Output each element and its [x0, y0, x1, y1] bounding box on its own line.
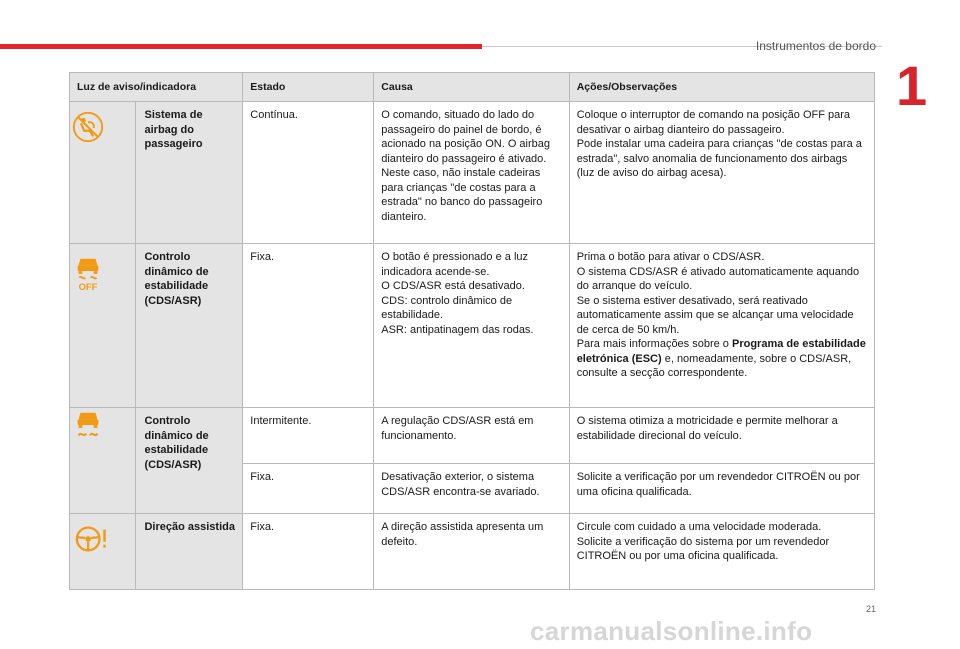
page-number: 21 — [865, 604, 876, 614]
airbag-off-icon — [71, 110, 105, 144]
header-cause: Causa — [374, 73, 569, 102]
cause-text: A regulação CDS/ASR está em funcionamento. — [374, 408, 569, 464]
cause-text: A direção assistida apresenta um defeito. — [374, 514, 569, 590]
state-text: Fixa. — [243, 244, 374, 408]
off-label: OFF — [78, 281, 98, 292]
action-text: Solicite a verificação por um revendedor CITROËN ou por uma oficina qualificada. — [569, 464, 874, 514]
cds-asr-skid-icon — [71, 409, 105, 443]
header-accent-bar — [0, 44, 482, 49]
header-warning-light: Luz de aviso/indicadora — [70, 73, 243, 102]
cause-text: Desativação exterior, o sistema CDS/ASR encontra-se avariado. — [374, 464, 569, 514]
state-text: Fixa. — [243, 464, 374, 514]
header-actions: Ações/Observações — [569, 73, 874, 102]
state-text: Contínua. — [243, 102, 374, 244]
table-row — [70, 408, 875, 464]
power-steering-warning-icon — [71, 522, 111, 556]
table-header-row — [70, 73, 875, 102]
chapter-number: 1 — [896, 54, 928, 117]
cds-asr-off-icon — [71, 252, 105, 292]
action-text: O sistema otimiza a motricidade e permite melhorar a estabilidade direcional do veículo. — [569, 408, 874, 464]
warning-lights-table — [69, 72, 875, 590]
state-text: Intermitente. — [243, 408, 374, 464]
table-row — [70, 514, 875, 590]
action-text-start: Prima o botão para ativar o CDS/ASR. O sistema CDS/ASR é ativado automaticamente aquando do arranque do veículo. Se o sistema estiver desativado, será reativado automaticamente assim que se alcançar uma velocidade de cerca de 50 km/h. Para mais informações sobre o — [576, 251, 860, 350]
esc-reference: Programa de estabilidade eletrónica (ESC) — [576, 338, 866, 365]
cause-text: O comando, situado do lado do passageiro do painel de bordo, é acionado na posição ON. O airbag dianteiro do passageiro é ativado. Neste caso, não instale cadeiras para crianças "de costas para a estrada" no banco do passageiro dianteiro. — [374, 102, 569, 244]
warning-name: Sistema de airbag do passageiro — [136, 102, 243, 244]
state-text: Fixa. — [243, 514, 374, 590]
warning-name: Direção assistida — [136, 514, 243, 590]
warning-name: Controlo dinâmico de estabilidade (CDS/ASR) — [136, 244, 243, 408]
warning-name: Controlo dinâmico de estabilidade (CDS/ASR) — [136, 408, 243, 514]
table-row — [70, 244, 875, 408]
section-title: Instrumentos de bordo — [755, 39, 876, 53]
cause-text: O botão é pressionado e a luz indicadora acende-se. O CDS/ASR está desativado. CDS: controlo dinâmico de estabilidade. ASR: antipatinagem das rodas. — [374, 244, 569, 408]
watermark: carmanualsonline.info — [530, 616, 813, 646]
header-state: Estado — [243, 73, 374, 102]
action-text: Circule com cuidado a uma velocidade moderada. Solicite a verificação do sistema por um revendedor CITROËN ou por uma oficina qualificada. — [569, 514, 874, 590]
table-row — [70, 102, 875, 244]
action-text-end: e, nomeadamente, sobre o CDS/ASR, consulte a secção correspondente. — [576, 352, 852, 379]
action-text: Coloque o interruptor de comando na posição OFF para desativar o airbag dianteiro do passageiro. Pode instalar uma cadeira para crianças "de costas para a estrada", salvo anomalia de funcionamento dos airbags (luz de aviso do airbag acesa). — [569, 102, 874, 244]
action-text — [569, 244, 874, 408]
